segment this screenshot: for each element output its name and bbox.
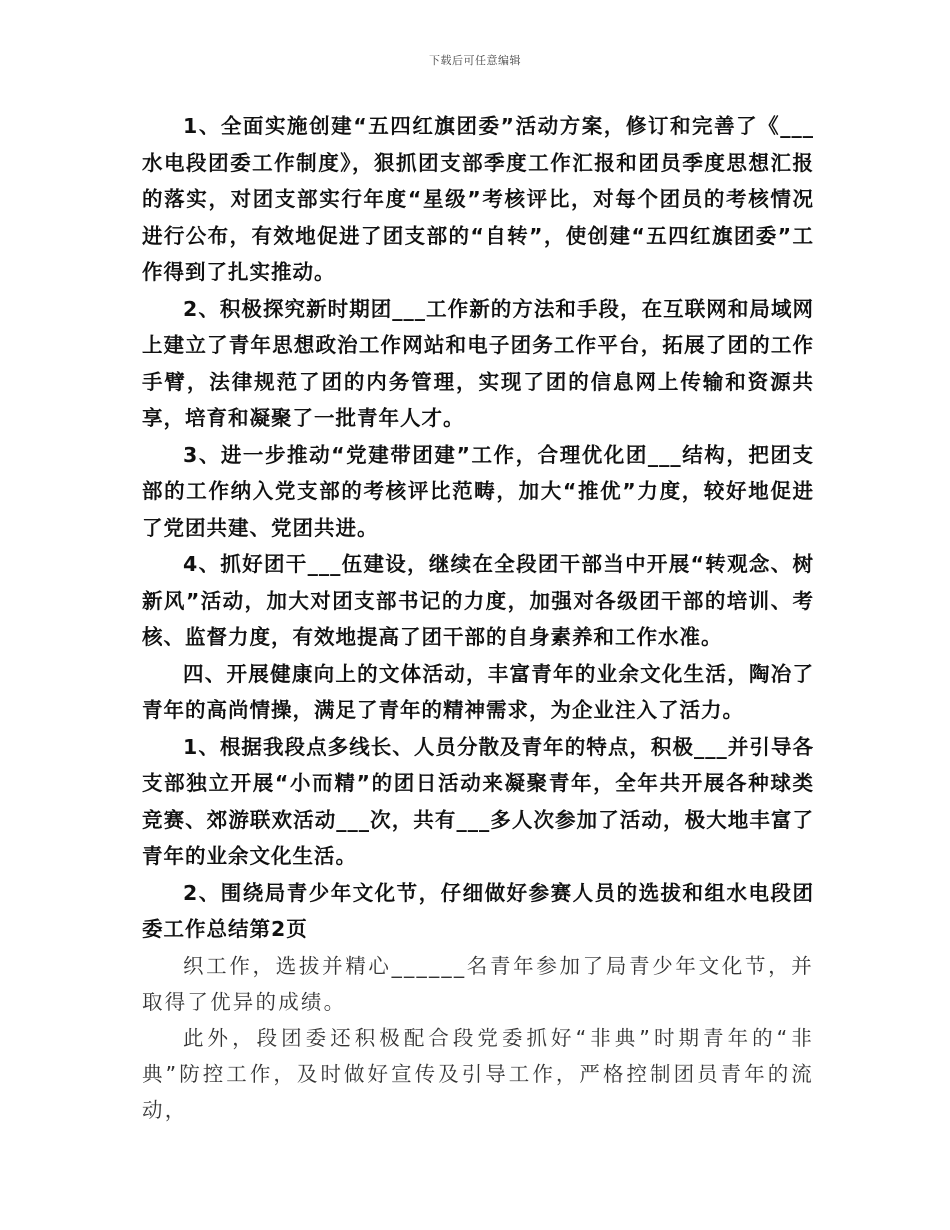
paragraph-6: 2、围绕局青少年文化节，仔细做好参赛人员的选拔和组水电段团委工作总结第2页 bbox=[142, 880, 814, 941]
paragraph-5: 1、根据我段点多线长、人员分散及青年的特点，积极___并引导各支部独立开展“小而精”的团日活动来凝聚青年，全年共开展各种球类竞赛、郊游联欢活动___次，共有___多人次参加了活动，极大地丰富了青年的业余文化生活。 bbox=[142, 734, 814, 868]
paragraph-4: 4、抓好团干___伍建设，继续在全段团干部当中开展“转观念、树新风”活动，加大对团支部书记的力度，加强对各级团干部的培训、考核、监督力度，有效地提高了团干部的自身素养和工作水准。 bbox=[142, 552, 814, 649]
section-heading-4: 四、开展健康向上的文体活动，丰富青年的业余文化生活，陶冶了青年的高尚情操，满足了青年的精神需求，为企业注入了活力。 bbox=[142, 661, 814, 722]
header-note: 下载后可任意编辑 bbox=[429, 54, 521, 67]
paragraph-3: 3、进一步推动“党建带团建”工作，合理优化团___结构，把团支部的工作纳入党支部的考核评比范畴，加大“推优”力度，较好地促进了党团共建、党团共进。 bbox=[142, 442, 814, 540]
paragraph-7: 织工作，选拔并精心______名青年参加了局青少年文化节，并取得了优异的成绩。 bbox=[142, 953, 814, 1014]
body-text bbox=[142, 108, 814, 1128]
paragraph-8: 此外，段团委还积极配合段党委抓好“非典”时期青年的“非典”防控工作，及时做好宣传及引导工作，严格控制团员青年的流动， bbox=[142, 1025, 814, 1122]
paragraph-2: 2、积极探究新时期团___工作新的方法和手段，在互联网和局域网上建立了青年思想政治工作网站和电子团务工作平台，拓展了团的工作手臂，法律规范了团的内务管理，实现了团的信息网上传输和资源共享，培育和凝聚了一批青年人才。 bbox=[142, 296, 814, 430]
paragraph-1: 1、全面实施创建“五四红旗团委”活动方案，修订和完善了《___水电段团委工作制度》，狠抓团支部季度工作汇报和团员季度思想汇报的落实，对团支部实行年度“星级”考核评比，对每个团员的考核情况进行公布，有效地促进了团支部的“自转”，使创建“五四红旗团委”工作得到了扎实推动。 bbox=[142, 114, 814, 284]
